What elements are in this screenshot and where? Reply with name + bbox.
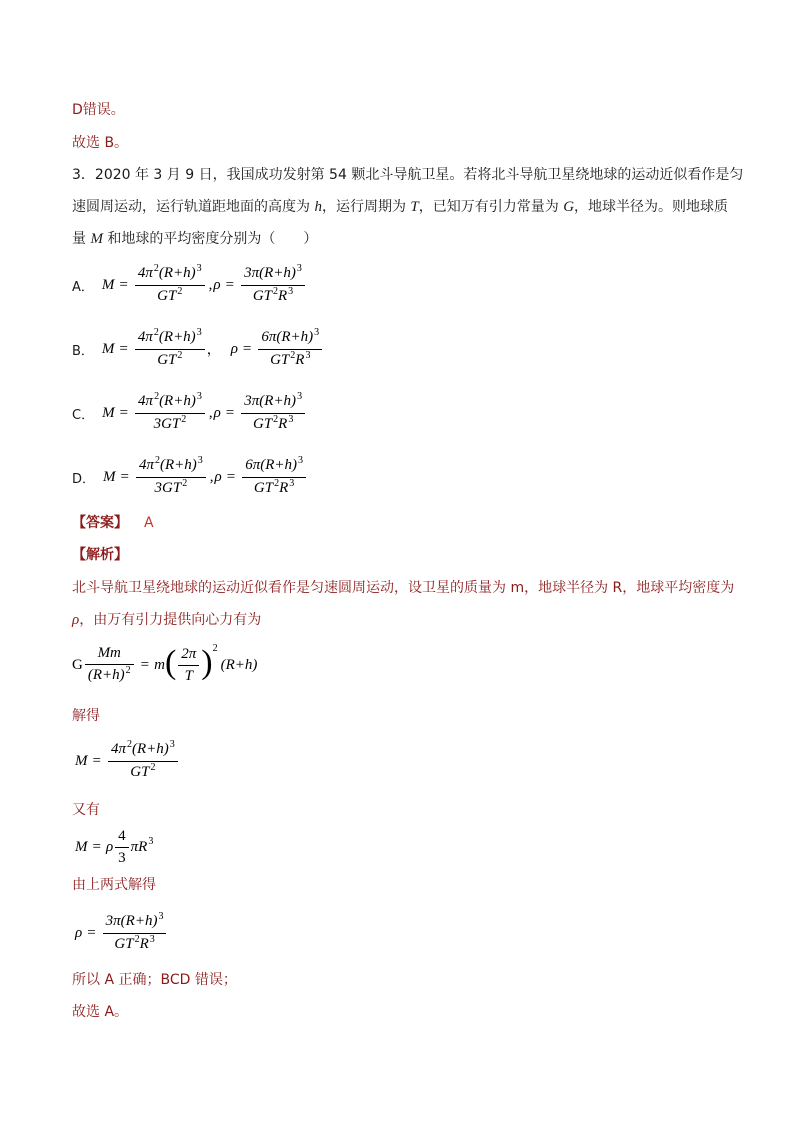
- denominator-term: GT: [253, 479, 274, 496]
- density-denominator: [103, 934, 167, 954]
- denominator-term: 3: [118, 849, 126, 866]
- density-symbol: ρ: [213, 404, 221, 421]
- option-label: C．: [72, 407, 95, 423]
- question-line-1: 3．2020 年 3 月 9 日，我国成功发射第 54 颗北斗导航卫星。若将北斗导航卫星绕地球的运动近似看作是匀: [72, 167, 744, 183]
- numerator-term: (R+h): [131, 740, 169, 757]
- equals-sign: =: [92, 752, 101, 769]
- mass-numerator: [135, 262, 205, 286]
- numerator-term: 2π: [181, 645, 197, 662]
- mass-symbol: M: [75, 838, 88, 855]
- mass-fraction: [136, 454, 206, 498]
- gravity-fraction: [85, 645, 134, 685]
- equals-sign: =: [92, 838, 101, 855]
- denominator-term: GT: [157, 351, 177, 368]
- numerator-term: 4π: [138, 392, 154, 409]
- numerator-term: 4π: [110, 740, 126, 757]
- right-paren: ): [201, 644, 213, 681]
- denominator-term: GT: [114, 935, 134, 952]
- exponent: 2: [212, 642, 218, 654]
- denominator-term: (R+h): [87, 667, 125, 683]
- exponent: 2: [273, 285, 278, 297]
- angular-numerator: [178, 646, 199, 666]
- separator: ，: [206, 342, 221, 358]
- density-denominator: [258, 350, 322, 370]
- exponent: 3: [158, 910, 164, 922]
- mass-numerator: [135, 326, 205, 350]
- separator: ,: [208, 276, 213, 293]
- numerator-term: 4π: [137, 328, 153, 345]
- denominator-term: R: [278, 415, 288, 432]
- option-label: B．: [72, 343, 94, 359]
- exponent: 3: [288, 285, 294, 297]
- density-symbol: ρ: [75, 924, 83, 941]
- angular-fraction: [178, 646, 199, 685]
- equals-sign: =: [140, 656, 150, 673]
- exponent: 2: [273, 413, 279, 425]
- analysis-label: 【解析】: [72, 547, 128, 563]
- mass-fraction: [135, 326, 205, 370]
- denominator-term: GT: [252, 415, 273, 432]
- density-fraction: [258, 326, 322, 370]
- density-fraction: [242, 454, 306, 498]
- analysis-final-choice: 故选 A。: [72, 1004, 129, 1020]
- exponent: 2: [154, 390, 160, 402]
- exponent: 2: [290, 349, 296, 361]
- denominator-term: 3GT: [153, 415, 181, 432]
- fraction-denominator: [115, 848, 129, 867]
- analysis-line-1: 北斗导航卫星绕地球的运动近似看作是匀速圆周运动，设卫星的质量为 m，地球半径为 R，地球平均密度为: [72, 580, 735, 596]
- denominator-term: GT: [130, 763, 150, 780]
- exponent: 2: [153, 326, 159, 338]
- gravitational-constant-variable: G: [563, 199, 575, 215]
- denominator-term: T: [184, 667, 193, 684]
- equals-sign: =: [119, 404, 129, 421]
- question-text: ，地球半径为。则地球质: [574, 199, 729, 215]
- previous-conclusion: D错误。: [72, 102, 125, 118]
- question-text: ，已知万有引力常量为: [418, 199, 564, 215]
- exponent: 3: [297, 390, 303, 402]
- denominator-term: R: [279, 479, 289, 496]
- density-symbol: ρ: [230, 340, 238, 357]
- question-line-2: [72, 191, 728, 223]
- equals-sign: =: [119, 340, 128, 357]
- equals-sign: =: [226, 468, 236, 485]
- exponent: 3: [149, 933, 155, 945]
- numerator-term: (R+h): [158, 264, 196, 281]
- gravitational-constant-symbol: G: [72, 656, 83, 673]
- mass-fraction: [108, 738, 178, 782]
- mass-fraction: [135, 390, 205, 434]
- density-equation: [75, 909, 168, 957]
- analysis-line-2: [72, 604, 261, 636]
- gravitation-equation: [72, 638, 257, 692]
- exponent: 3: [196, 326, 202, 338]
- denominator-term: GT: [252, 287, 272, 304]
- equals-sign: =: [225, 276, 235, 293]
- denominator-term: R: [295, 351, 305, 368]
- numerator-term: 4π: [137, 264, 153, 281]
- mass-symbol: M: [75, 752, 88, 769]
- also-label: 又有: [72, 802, 100, 818]
- exponent: 2: [134, 933, 140, 945]
- mass-symbol: M: [101, 340, 115, 357]
- equals-sign: =: [225, 404, 235, 421]
- solve-label: 解得: [72, 708, 100, 724]
- density-symbol: ρ: [214, 468, 222, 485]
- exponent: 3: [148, 835, 154, 847]
- gravity-denominator: [85, 665, 134, 685]
- numerator-term: 3π(R+h): [105, 912, 158, 929]
- exponent: 2: [182, 477, 188, 489]
- density-fraction: [241, 390, 305, 434]
- answer-value: A: [144, 515, 154, 531]
- exponent: 3: [314, 326, 320, 338]
- numerator-term: 6π(R+h): [261, 328, 314, 345]
- numerator-term: 3π(R+h): [244, 264, 296, 281]
- density-denominator: [241, 286, 305, 306]
- question-text: 量: [72, 231, 91, 247]
- denominator-term: GT: [270, 351, 290, 368]
- question-text: 速圆周运动，运行轨道距地面的高度为: [72, 199, 315, 215]
- exponent: 3: [197, 454, 203, 466]
- option-label: A．: [72, 279, 94, 295]
- mass-denominator: [135, 286, 205, 306]
- equals-sign: =: [242, 340, 252, 357]
- question-text: 和地球的平均密度分别为（ ）: [102, 231, 318, 247]
- mass-symbol: M: [102, 404, 115, 421]
- denominator-term: R: [139, 935, 149, 952]
- mass-denominator: [136, 478, 206, 498]
- mass-denominator: [135, 350, 205, 370]
- density-symbol: ρ: [105, 838, 114, 855]
- equals-sign: =: [120, 468, 129, 485]
- numerator-term: 4: [118, 827, 126, 844]
- exponent: 3: [196, 262, 202, 274]
- density-fraction: [103, 910, 167, 954]
- mass-variable: M: [90, 231, 103, 247]
- option-a: [72, 260, 307, 310]
- separator: ,: [208, 404, 213, 421]
- exponent: 2: [126, 738, 132, 750]
- mass-symbol: M: [101, 276, 115, 293]
- exponent: 2: [181, 413, 187, 425]
- separator: ,: [209, 468, 214, 485]
- density-variable: ρ: [72, 612, 80, 628]
- exponent: 3: [298, 454, 303, 466]
- exponent: 2: [177, 285, 183, 297]
- numerator-term: (R+h): [160, 456, 197, 473]
- volume-term: πR: [130, 838, 148, 855]
- option-d: [72, 452, 308, 502]
- exponent: 3: [305, 349, 311, 361]
- question-text: ，运行周期为: [321, 199, 411, 215]
- density-fraction: [241, 262, 305, 306]
- numerator-term: 6π(R+h): [245, 456, 297, 473]
- mass-numerator: [136, 454, 206, 478]
- numerator-term: 3π(R+h): [244, 392, 297, 409]
- density-denominator: [241, 414, 305, 434]
- analysis-text: ，由万有引力提供向心力有为: [79, 612, 262, 628]
- mass-numerator: [108, 738, 178, 762]
- density-symbol: ρ: [213, 276, 221, 293]
- radius-term: (R+h): [220, 656, 258, 673]
- exponent: 3: [288, 413, 294, 425]
- mass-fraction: [135, 262, 205, 306]
- mass-numerator: [135, 390, 205, 414]
- exponent: 3: [169, 738, 175, 750]
- exponent: 2: [155, 454, 160, 466]
- denominator-term: R: [278, 287, 288, 304]
- option-c: [72, 388, 307, 438]
- angular-denominator: [178, 666, 199, 685]
- previous-choice: 故选 B。: [72, 135, 129, 151]
- exponent: 3: [196, 390, 202, 402]
- satellite-mass-symbol: m: [154, 656, 165, 673]
- numerator-term: Mm: [97, 645, 121, 661]
- numerator-term: (R+h): [159, 392, 196, 409]
- analysis-conclusion: 所以 A 正确；BCD 错误；: [72, 972, 237, 988]
- denominator-term: 3GT: [154, 479, 182, 496]
- four-thirds-fraction: [115, 828, 129, 867]
- exponent: 2: [150, 761, 156, 773]
- mass-volume-equation: [75, 825, 153, 869]
- option-label: D．: [72, 471, 96, 487]
- exponent: 2: [274, 477, 280, 489]
- equals-sign: =: [87, 924, 96, 941]
- numerator-term: (R+h): [158, 328, 196, 345]
- mass-denominator: [135, 414, 205, 434]
- combine-label: 由上两式解得: [72, 877, 156, 893]
- answer-line: [72, 507, 154, 539]
- option-b: [72, 324, 324, 374]
- exponent: 2: [125, 665, 131, 676]
- mass-denominator: [108, 762, 178, 782]
- denominator-term: GT: [157, 287, 177, 304]
- exponent: 3: [289, 477, 295, 489]
- equals-sign: =: [119, 276, 128, 293]
- density-denominator: [242, 478, 306, 498]
- answer-label: 【答案】: [72, 515, 128, 531]
- period-variable: T: [410, 199, 419, 215]
- left-paren: (: [164, 644, 177, 681]
- exponent: 2: [177, 349, 183, 361]
- fraction-numerator: [115, 828, 129, 848]
- numerator-term: 4π: [138, 456, 154, 473]
- question-line-3: [72, 223, 317, 255]
- exponent: 3: [296, 262, 302, 274]
- height-variable: h: [314, 199, 322, 215]
- exponent: 2: [153, 262, 159, 274]
- mass-symbol: M: [103, 468, 116, 485]
- mass-equation: [75, 737, 180, 785]
